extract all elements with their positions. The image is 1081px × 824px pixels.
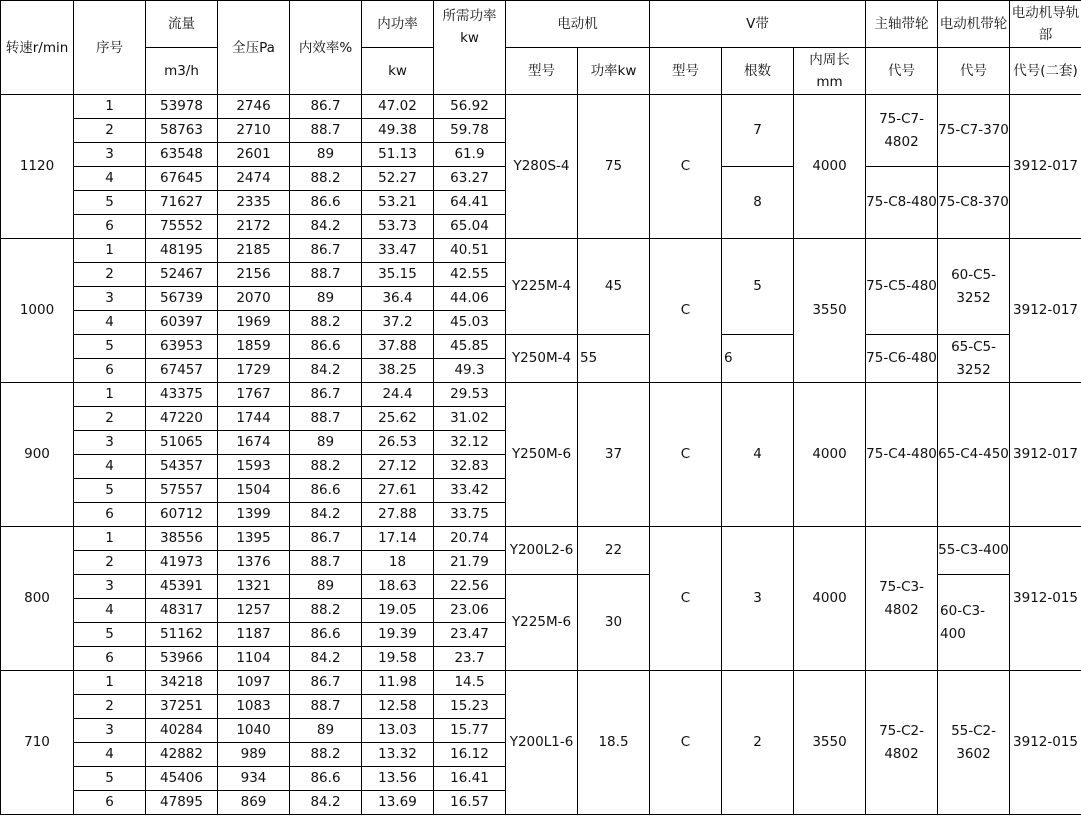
flow-cell: 71627 [146,191,218,215]
inner-power-cell: 11.98 [362,671,434,695]
inner-power-cell: 49.38 [362,119,434,143]
inner-power-cell: 13.03 [362,719,434,743]
efficiency-cell: 88.7 [290,551,362,575]
header-flow: 流量 [146,1,218,48]
efficiency-cell: 84.2 [290,215,362,239]
motor-model-cell: Y250M-6 [506,383,578,527]
efficiency-cell: 86.7 [290,671,362,695]
vbelt-model-cell: C [650,671,722,815]
table-row [1,671,1081,695]
inner-power-cell: 53.21 [362,191,434,215]
seq-cell: 6 [74,215,146,239]
header-inner-power: 内功率 [362,1,434,48]
vbelt-count-cell: 6 [722,335,794,383]
seq-cell: 4 [74,311,146,335]
flow-cell: 51065 [146,431,218,455]
motor-rail-cell: 3912-017 [1010,95,1081,239]
motor-power-cell: 18.5 [578,671,650,815]
inner-power-cell: 51.13 [362,143,434,167]
required-power-cell: 59.78 [434,119,506,143]
motor-model-cell: Y280S-4 [506,95,578,239]
flow-cell: 37251 [146,695,218,719]
flow-cell: 56739 [146,287,218,311]
required-power-cell: 45.85 [434,335,506,359]
inner-power-cell: 19.58 [362,647,434,671]
pressure-cell: 1593 [218,455,290,479]
pressure-cell: 1321 [218,575,290,599]
pressure-cell: 2185 [218,239,290,263]
efficiency-cell: 86.7 [290,527,362,551]
inner-power-cell: 35.15 [362,263,434,287]
required-power-cell: 44.06 [434,287,506,311]
spindle-pulley-cell: 75-C7-4802 [866,95,938,167]
seq-cell: 6 [74,359,146,383]
seq-cell: 5 [74,623,146,647]
required-power-cell: 16.57 [434,791,506,815]
pressure-cell: 1674 [218,431,290,455]
motor-power-cell: 30 [578,575,650,671]
spindle-pulley-cell: 75-C3-4802 [866,527,938,671]
pressure-cell: 1729 [218,359,290,383]
motor-rail-cell: 3912-015 [1010,671,1081,815]
efficiency-cell: 84.2 [290,359,362,383]
flow-cell: 63953 [146,335,218,359]
seq-cell: 1 [74,95,146,119]
required-power-cell: 16.41 [434,767,506,791]
flow-cell: 75552 [146,215,218,239]
required-power-cell: 16.12 [434,743,506,767]
pressure-cell: 989 [218,743,290,767]
inner-power-cell: 27.88 [362,503,434,527]
vbelt-length-cell: 4000 [794,383,866,527]
flow-cell: 45391 [146,575,218,599]
pressure-cell: 1083 [218,695,290,719]
inner-power-cell: 47.02 [362,95,434,119]
pressure-cell: 1097 [218,671,290,695]
motor-model-cell: Y225M-6 [506,575,578,671]
header-vbelt: V带 [650,1,866,48]
required-power-cell: 63.27 [434,167,506,191]
spindle-pulley-cell: 75-C8-480 [866,167,938,239]
inner-power-cell: 52.27 [362,167,434,191]
flow-cell: 60397 [146,311,218,335]
motor-rail-cell: 3912-017 [1010,383,1081,527]
flow-cell: 67457 [146,359,218,383]
seq-cell: 3 [74,719,146,743]
seq-cell: 2 [74,551,146,575]
seq-cell: 6 [74,503,146,527]
header-vbelt-length [794,48,866,95]
flow-cell: 57557 [146,479,218,503]
efficiency-cell: 89 [290,143,362,167]
pressure-cell: 2156 [218,263,290,287]
pressure-cell: 1969 [218,311,290,335]
pressure-cell: 1104 [218,647,290,671]
seq-cell: 5 [74,335,146,359]
efficiency-cell: 88.2 [290,599,362,623]
header-required-power [434,1,506,95]
inner-power-cell: 18 [362,551,434,575]
flow-cell: 67645 [146,167,218,191]
pressure-cell: 2172 [218,215,290,239]
seq-cell: 3 [74,431,146,455]
motor-pulley-cell: 75-C8-370 [938,167,1010,239]
seq-cell: 3 [74,575,146,599]
motor-model-cell: Y200L2-6 [506,527,578,575]
flow-cell: 60712 [146,503,218,527]
motor-pulley-cell: 55-C2-3602 [938,671,1010,815]
pressure-cell: 1859 [218,335,290,359]
header-spindle-pulley-code: 代号 [866,48,938,95]
efficiency-cell: 86.7 [290,383,362,407]
seq-cell: 6 [74,647,146,671]
header-vbelt-length-unit: mm [816,74,843,90]
motor-power-cell: 37 [578,383,650,527]
seq-cell: 4 [74,167,146,191]
motor-power-cell: 75 [578,95,650,239]
vbelt-count-cell: 5 [722,239,794,335]
inner-power-cell: 19.05 [362,599,434,623]
required-power-cell: 33.42 [434,479,506,503]
required-power-cell: 40.51 [434,239,506,263]
motor-power-cell: 55 [578,335,650,383]
inner-power-cell: 37.88 [362,335,434,359]
efficiency-cell: 88.2 [290,311,362,335]
efficiency-cell: 88.7 [290,407,362,431]
efficiency-cell: 89 [290,575,362,599]
pressure-cell: 2601 [218,143,290,167]
inner-power-cell: 24.4 [362,383,434,407]
pressure-cell: 934 [218,767,290,791]
inner-power-cell: 26.53 [362,431,434,455]
vbelt-count-cell: 2 [722,671,794,815]
pressure-cell: 869 [218,791,290,815]
vbelt-length-cell: 3550 [794,239,866,383]
seq-cell: 3 [74,143,146,167]
header-motor-rail: 电动机导轨部 [1010,1,1081,48]
efficiency-cell: 88.7 [290,119,362,143]
seq-cell: 1 [74,671,146,695]
flow-cell: 40284 [146,719,218,743]
pressure-cell: 2070 [218,287,290,311]
motor-pulley-cell: 65-C4-450 [938,383,1010,527]
inner-power-cell: 38.25 [362,359,434,383]
flow-cell: 34218 [146,671,218,695]
seq-cell: 2 [74,263,146,287]
required-power-cell: 31.02 [434,407,506,431]
pressure-cell: 2474 [218,167,290,191]
inner-power-cell: 19.39 [362,623,434,647]
pressure-cell: 1257 [218,599,290,623]
vbelt-model-cell: C [650,95,722,239]
speed-cell: 900 [1,383,74,527]
flow-cell: 45406 [146,767,218,791]
efficiency-cell: 89 [290,287,362,311]
header-vbelt-model: 型号 [650,48,722,95]
pressure-cell: 1767 [218,383,290,407]
seq-cell: 4 [74,743,146,767]
flow-cell: 58763 [146,119,218,143]
pressure-cell: 2710 [218,119,290,143]
flow-cell: 54357 [146,455,218,479]
motor-power-cell: 22 [578,527,650,575]
motor-model-cell: Y200L1-6 [506,671,578,815]
header-flow-unit: m3/h [146,48,218,95]
pressure-cell: 1744 [218,407,290,431]
speed-cell: 1000 [1,239,74,383]
vbelt-count-cell: 8 [722,167,794,239]
motor-pulley-cell: 55-C3-400 [938,527,1010,575]
flow-cell: 42882 [146,743,218,767]
vbelt-model-cell: C [650,383,722,527]
required-power-cell: 23.06 [434,599,506,623]
spindle-pulley-cell: 75-C5-480 [866,239,938,335]
header-motor-pulley-code: 代号 [938,48,1010,95]
header-motor-model: 型号 [506,48,578,95]
pressure-cell: 2746 [218,95,290,119]
efficiency-cell: 88.2 [290,455,362,479]
required-power-cell: 14.5 [434,671,506,695]
seq-cell: 5 [74,479,146,503]
header-inner-power-unit: kw [362,48,434,95]
motor-pulley-cell: 65-C5-3252 [938,335,1010,383]
seq-cell: 4 [74,599,146,623]
required-power-cell: 56.92 [434,95,506,119]
seq-cell: 6 [74,791,146,815]
speed-cell: 800 [1,527,74,671]
pressure-cell: 1040 [218,719,290,743]
spindle-pulley-cell: 75-C6-480 [866,335,938,383]
efficiency-cell: 89 [290,431,362,455]
required-power-cell: 61.9 [434,143,506,167]
spindle-pulley-cell: 75-C4-480 [866,383,938,527]
table-row [1,383,1081,407]
vbelt-model-cell: C [650,527,722,671]
required-power-cell: 45.03 [434,311,506,335]
header-motor-pulley: 电动机带轮 [938,1,1010,48]
seq-cell: 1 [74,239,146,263]
efficiency-cell: 84.2 [290,647,362,671]
required-power-cell: 32.12 [434,431,506,455]
efficiency-cell: 88.2 [290,743,362,767]
inner-power-cell: 13.32 [362,743,434,767]
motor-pulley-cell: 60-C3-400 [938,575,1010,671]
seq-cell: 5 [74,767,146,791]
pressure-cell: 1504 [218,479,290,503]
header-spindle-pulley: 主轴带轮 [866,1,938,48]
motor-model-cell: Y250M-4 [506,335,578,383]
header-vbelt-count: 根数 [722,48,794,95]
required-power-cell: 49.3 [434,359,506,383]
required-power-cell: 42.55 [434,263,506,287]
inner-power-cell: 18.63 [362,575,434,599]
inner-power-cell: 25.62 [362,407,434,431]
required-power-cell: 32.83 [434,455,506,479]
pressure-cell: 1395 [218,527,290,551]
motor-rail-cell: 3912-017 [1010,239,1081,383]
motor-rail-cell: 3912-015 [1010,527,1081,671]
speed-cell: 1120 [1,95,74,239]
header-efficiency: 内效率% [290,1,362,95]
seq-cell: 4 [74,455,146,479]
required-power-cell: 21.79 [434,551,506,575]
table-row [1,239,1081,263]
table-row [1,95,1081,119]
inner-power-cell: 33.47 [362,239,434,263]
flow-cell: 63548 [146,143,218,167]
required-power-cell: 29.53 [434,383,506,407]
efficiency-cell: 86.6 [290,767,362,791]
table-row [1,527,1081,551]
vbelt-model-cell: C [650,239,722,383]
header-seq: 序号 [74,1,146,95]
efficiency-cell: 86.7 [290,95,362,119]
pressure-cell: 1399 [218,503,290,527]
flow-cell: 47895 [146,791,218,815]
flow-cell: 48195 [146,239,218,263]
inner-power-cell: 37.2 [362,311,434,335]
efficiency-cell: 86.6 [290,479,362,503]
flow-cell: 41973 [146,551,218,575]
vbelt-length-cell: 4000 [794,95,866,239]
seq-cell: 3 [74,287,146,311]
flow-cell: 51162 [146,623,218,647]
motor-pulley-cell: 75-C7-370 [938,95,1010,167]
speed-cell: 710 [1,671,74,815]
inner-power-cell: 27.61 [362,479,434,503]
inner-power-cell: 17.14 [362,527,434,551]
efficiency-cell: 88.7 [290,695,362,719]
inner-power-cell: 13.56 [362,767,434,791]
vbelt-length-cell: 4000 [794,527,866,671]
efficiency-cell: 86.6 [290,623,362,647]
required-power-cell: 64.41 [434,191,506,215]
inner-power-cell: 36.4 [362,287,434,311]
seq-cell: 2 [74,695,146,719]
efficiency-cell: 86.6 [290,191,362,215]
efficiency-cell: 86.7 [290,239,362,263]
seq-cell: 5 [74,191,146,215]
motor-power-cell: 45 [578,239,650,335]
seq-cell: 2 [74,119,146,143]
seq-cell: 1 [74,383,146,407]
efficiency-cell: 86.6 [290,335,362,359]
required-power-cell: 23.47 [434,623,506,647]
vbelt-count-cell: 3 [722,527,794,671]
flow-cell: 53966 [146,647,218,671]
seq-cell: 1 [74,527,146,551]
required-power-cell: 65.04 [434,215,506,239]
required-power-cell: 33.75 [434,503,506,527]
header-required-power-unit: kw [460,30,479,46]
efficiency-cell: 88.7 [290,263,362,287]
flow-cell: 53978 [146,95,218,119]
inner-power-cell: 13.69 [362,791,434,815]
required-power-cell: 20.74 [434,527,506,551]
efficiency-cell: 89 [290,719,362,743]
vbelt-count-cell: 4 [722,383,794,527]
inner-power-cell: 12.58 [362,695,434,719]
efficiency-cell: 88.2 [290,167,362,191]
header-motor-power: 功率kw [578,48,650,95]
efficiency-cell: 84.2 [290,503,362,527]
required-power-cell: 15.23 [434,695,506,719]
required-power-cell: 15.77 [434,719,506,743]
inner-power-cell: 27.12 [362,455,434,479]
flow-cell: 43375 [146,383,218,407]
pressure-cell: 1376 [218,551,290,575]
header-pressure: 全压Pa [218,1,290,95]
motor-model-cell: Y225M-4 [506,239,578,335]
spindle-pulley-cell: 75-C2-4802 [866,671,938,815]
required-power-cell: 22.56 [434,575,506,599]
flow-cell: 52467 [146,263,218,287]
efficiency-cell: 84.2 [290,791,362,815]
inner-power-cell: 53.73 [362,215,434,239]
pressure-cell: 1187 [218,623,290,647]
header-required-power-label: 所需功率 [442,8,497,24]
flow-cell: 47220 [146,407,218,431]
header-motor-rail-code: 代号(二套) [1010,48,1081,95]
table-row [1,335,1081,359]
pressure-cell: 2335 [218,191,290,215]
vbelt-length-cell: 3550 [794,671,866,815]
required-power-cell: 23.7 [434,647,506,671]
flow-cell: 48317 [146,599,218,623]
vbelt-count-cell: 7 [722,95,794,167]
seq-cell: 2 [74,407,146,431]
header-vbelt-length-label: 内周长 [809,52,850,68]
header-speed: 转速r/min [1,1,74,95]
motor-pulley-cell: 60-C5-3252 [938,239,1010,335]
header-motor: 电动机 [506,1,650,48]
flow-cell: 38556 [146,527,218,551]
